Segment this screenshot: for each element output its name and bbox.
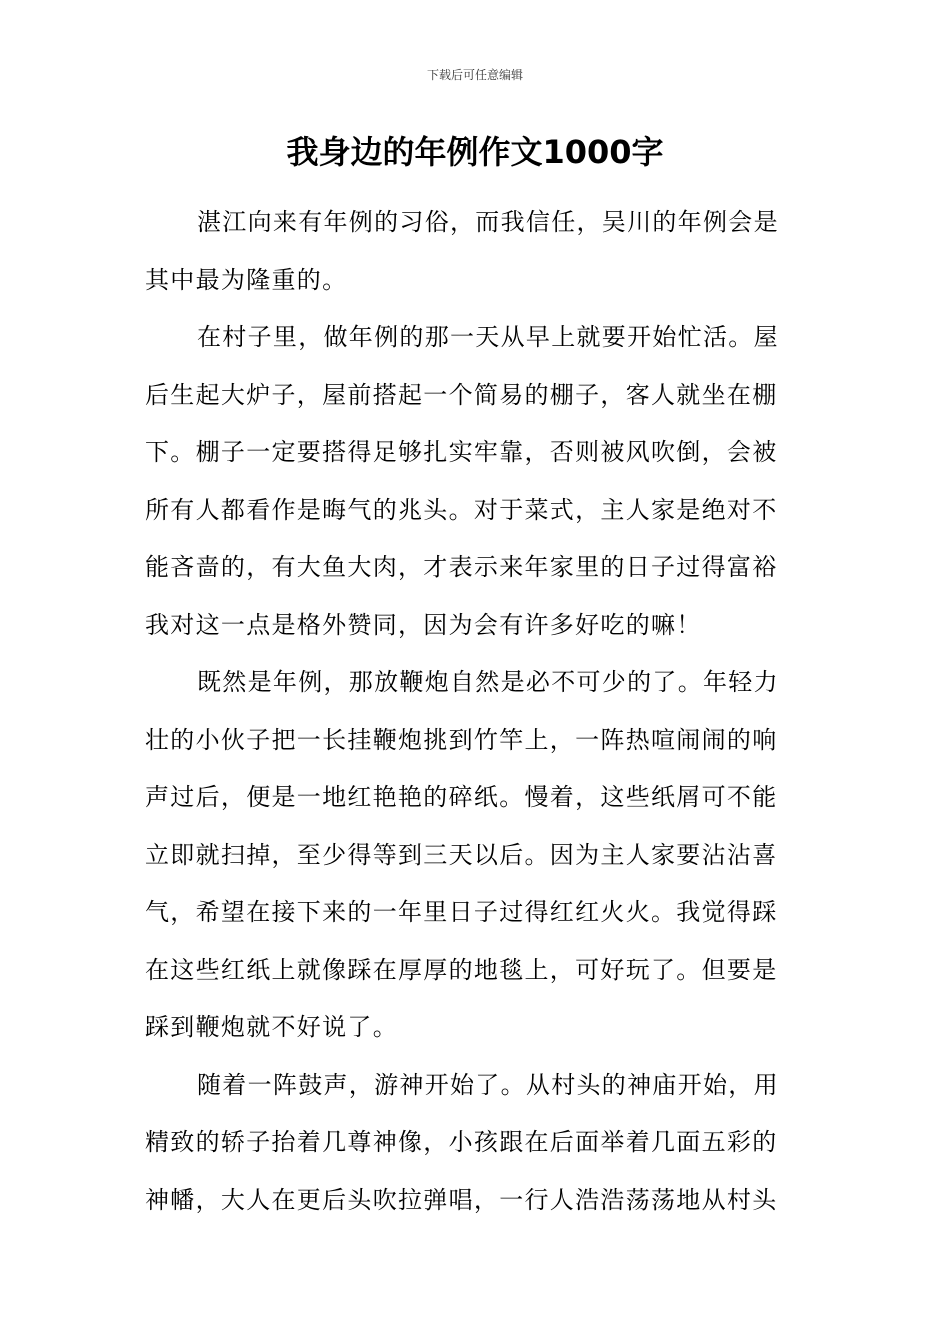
body-line: 下。棚子一定要搭得足够扎实牢靠，否则被风吹倒，会被	[145, 438, 778, 466]
body-line: 在村子里，做年例的那一天从早上就要开始忙活。屋	[197, 323, 779, 351]
document-title: 我身边的年例作文1000字	[286, 133, 664, 171]
body-line: 立即就扫掉，至少得等到三天以后。因为主人家要沾沾喜	[145, 840, 778, 869]
body-line: 气，希望在接下来的一年里日子过得红红火火。我觉得踩	[145, 898, 778, 926]
header-note: 下载后可任意编辑	[426, 68, 523, 82]
body-line: 所有人都看作是晦气的兆头。对于菜式，主人家是绝对不	[145, 495, 778, 524]
body-line: 湛江向来有年例的习俗，而我信任，吴川的年例会是	[197, 208, 779, 236]
body-line: 在这些红纸上就像踩在厚厚的地毯上，可好玩了。但要是	[145, 955, 778, 984]
body-line: 后生起大炉子，屋前搭起一个简易的棚子，客人就坐在棚	[145, 380, 778, 409]
body-line: 我对这一点是格外赞同，因为会有许多好吃的嘛！	[145, 610, 702, 639]
body-line: 精致的轿子抬着几尊神像，小孩跟在后面举着几面五彩的	[145, 1128, 778, 1156]
body-line: 既然是年例，那放鞭炮自然是必不可少的了。年轻力	[197, 668, 779, 696]
body-line: 声过后，便是一地红艳艳的碎纸。慢着，这些纸屑可不能	[145, 783, 778, 811]
body-line: 随着一阵鼓声，游神开始了。从村头的神庙开始，用	[197, 1070, 779, 1099]
body-line: 踩到鞭炮就不好说了。	[145, 1013, 398, 1041]
body-line: 壮的小伙子把一长挂鞭炮挑到竹竿上，一阵热喧闹闹的响	[145, 725, 778, 754]
body-line: 能吝啬的，有大鱼大肉，才表示来年家里的日子过得富裕	[145, 553, 778, 581]
body-line: 其中最为隆重的。	[145, 265, 348, 294]
document-body	[145, 194, 810, 1229]
body-line: 神幡，大人在更后头吹拉弹唱，一行人浩浩荡荡地从村头	[145, 1185, 778, 1214]
